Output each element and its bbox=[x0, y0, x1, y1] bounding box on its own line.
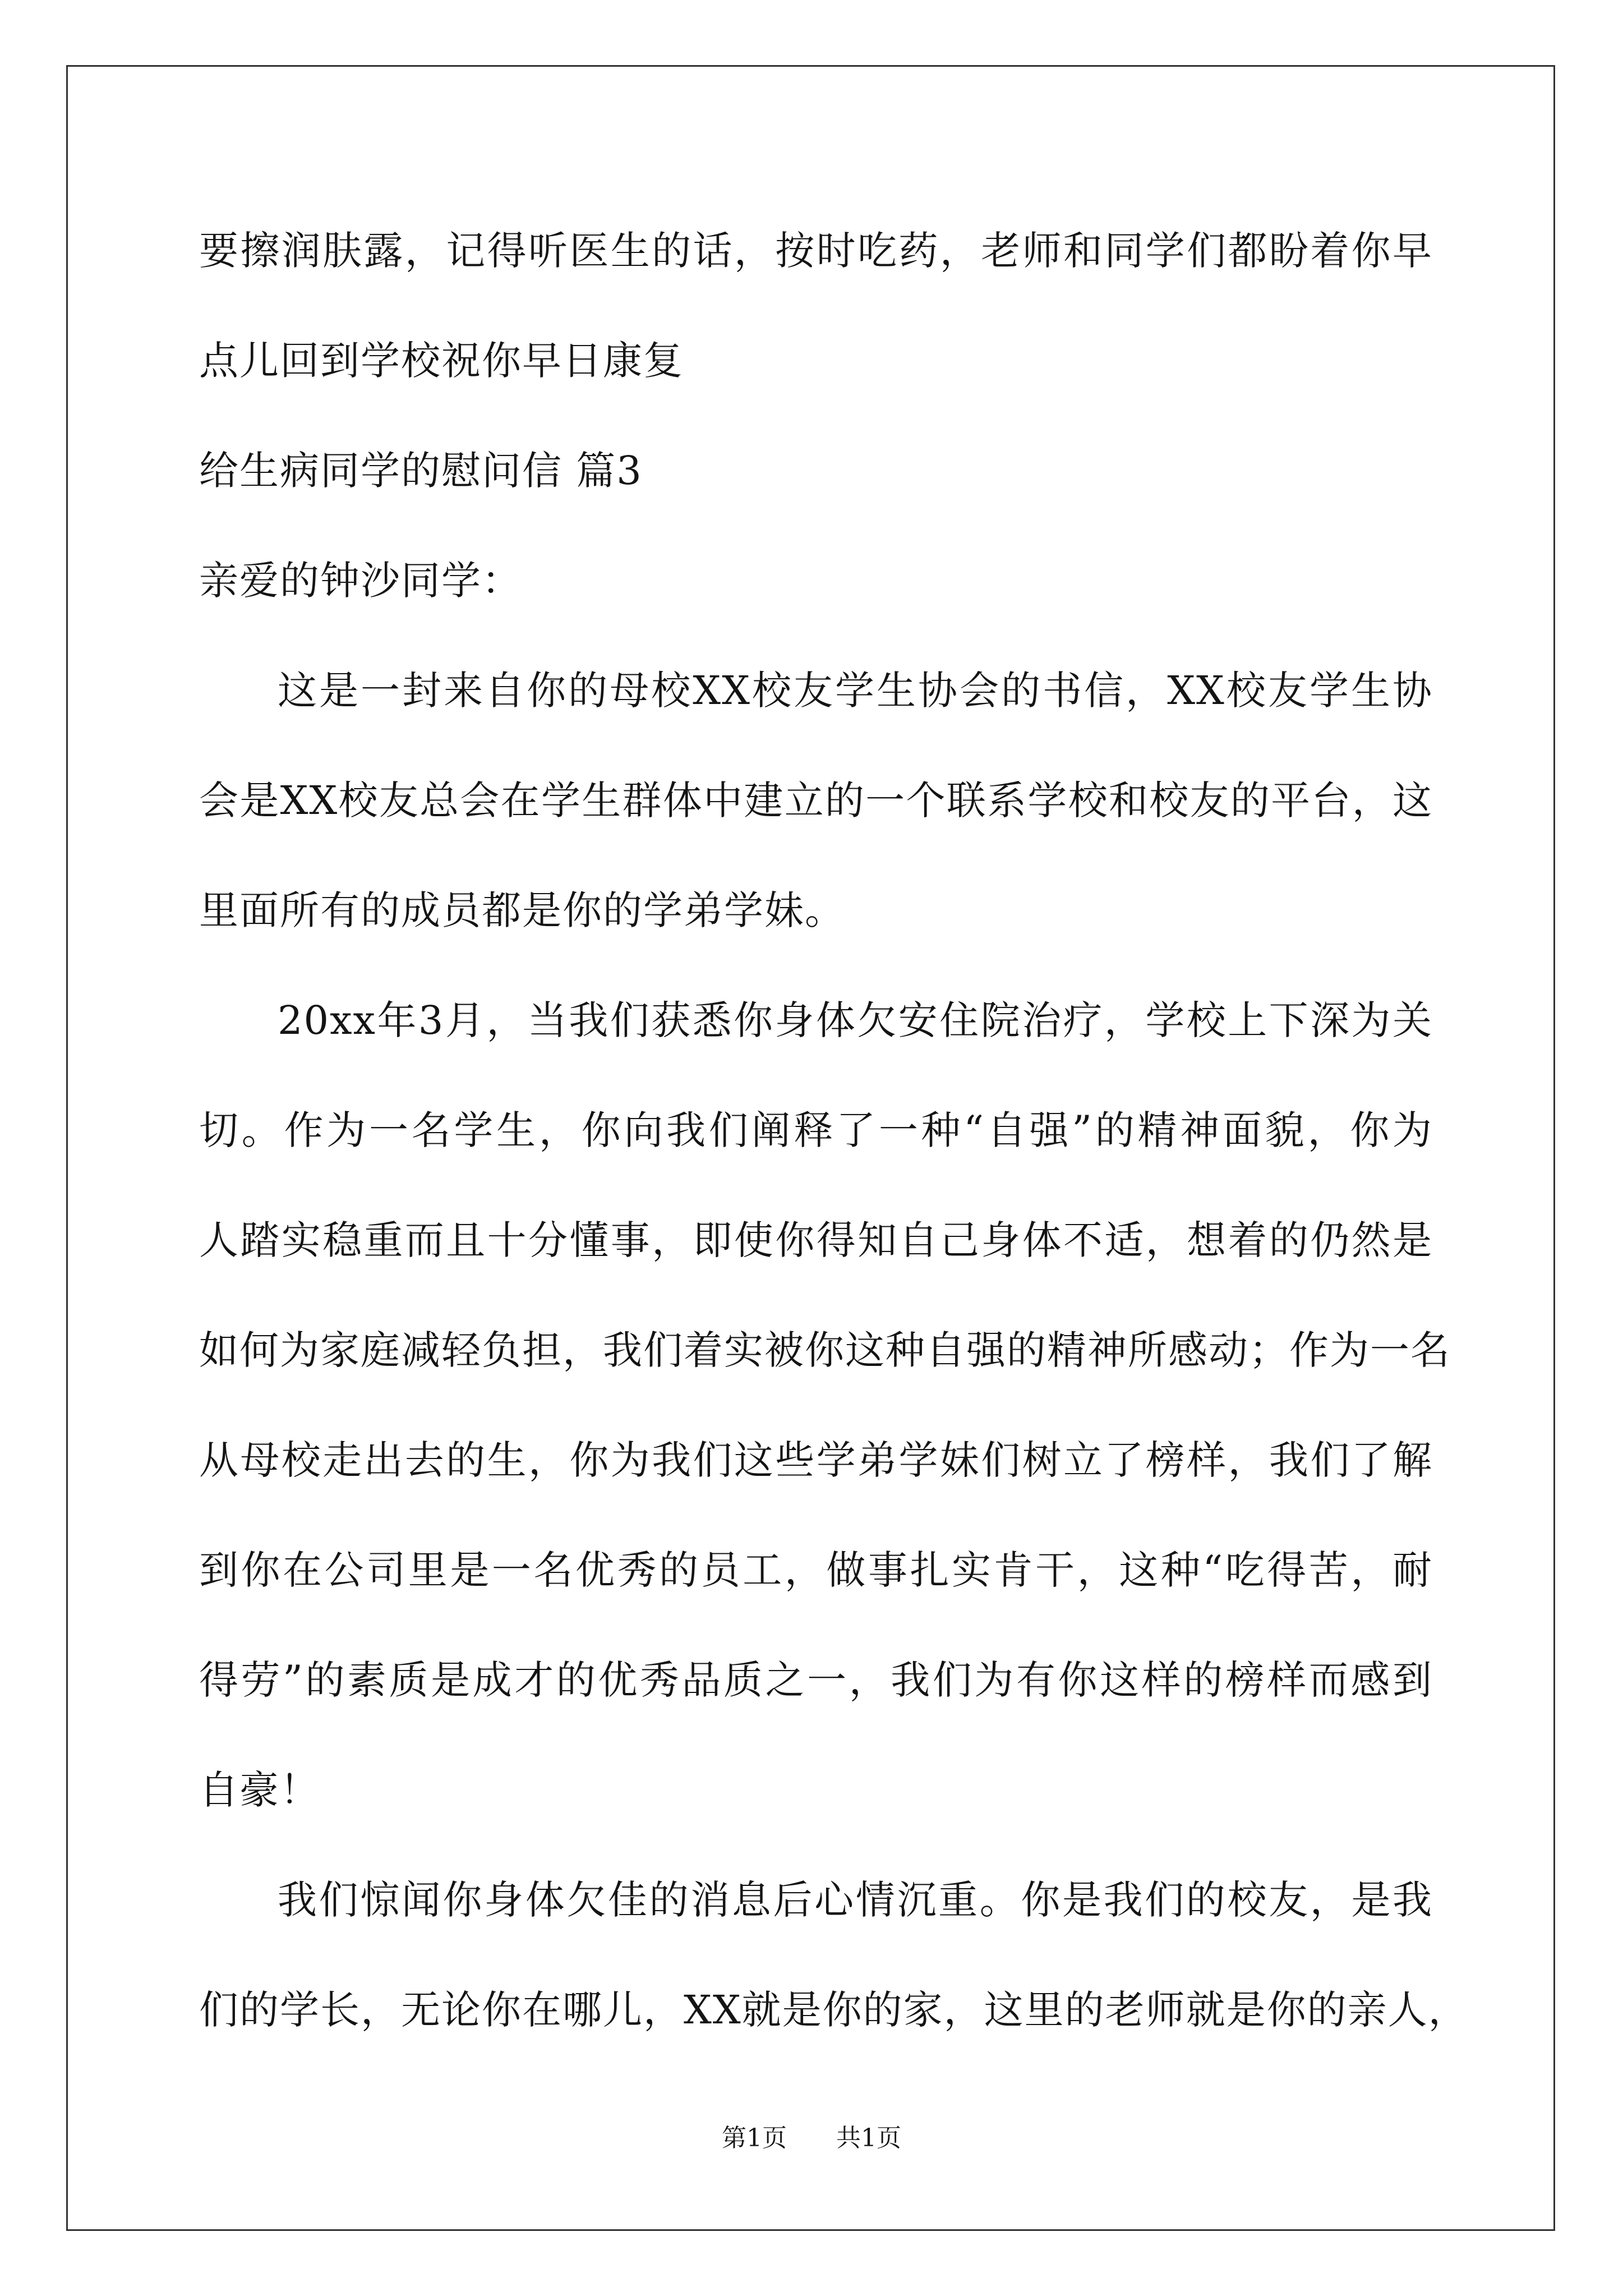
text-line: 我们惊闻你身体欠佳的消息后心情沉重。你是我们的校友，是我 bbox=[278, 1877, 1433, 1923]
text-line: 亲爱的钟沙同学： bbox=[199, 558, 522, 604]
text-line: 切。作为一名学生，你向我们阐释了一种“自强”的精神面貌，你为 bbox=[199, 1107, 1433, 1153]
text-line: 如何为家庭减轻负担，我们着实被你这种自强的精神所感动；作为一名 bbox=[199, 1327, 1451, 1373]
text-line: 会是XX校友总会在学生群体中建立的一个联系学校和校友的平台，这 bbox=[199, 777, 1433, 823]
text-line: 给生病同学的慰问信 篇3 bbox=[199, 448, 643, 494]
text-line: 点儿回到学校祝你早日康复 bbox=[199, 338, 684, 384]
text-line: 从母校走出去的生，你为我们这些学弟学妹们树立了榜样，我们了解 bbox=[199, 1437, 1433, 1483]
text-line: 人踏实稳重而且十分懂事，即使你得知自己身体不适，想着的仍然是 bbox=[199, 1217, 1433, 1263]
text-line: 们的学长，无论你在哪儿，XX就是你的家，这里的老师就是你的亲人， bbox=[199, 1987, 1469, 2033]
text-line: 自豪！ bbox=[199, 1767, 320, 1813]
text-line: 里面所有的成员都是你的学弟学妹。 bbox=[199, 887, 845, 933]
page-number-current: 第1页 bbox=[722, 2124, 787, 2152]
document-body bbox=[199, 214, 1469, 2083]
text-line: 20xx年3月，当我们获悉你身体欠安住院治疗，学校上下深为关 bbox=[278, 997, 1433, 1043]
text-line: 到你在公司里是一名优秀的员工，做事扎实肯干，这种“吃得苦，耐 bbox=[199, 1547, 1433, 1593]
text-line: 这是一封来自你的母校XX校友学生协会的书信，XX校友学生协 bbox=[278, 668, 1433, 714]
page-footer bbox=[0, 2122, 1623, 2155]
page-number-total: 共1页 bbox=[836, 2124, 901, 2152]
text-line: 要擦润肤露，记得听医生的话，按时吃药，老师和同学们都盼着你早 bbox=[199, 228, 1433, 274]
text-line: 得劳”的素质是成才的优秀品质之一，我们为有你这样的榜样而感到 bbox=[199, 1657, 1433, 1703]
